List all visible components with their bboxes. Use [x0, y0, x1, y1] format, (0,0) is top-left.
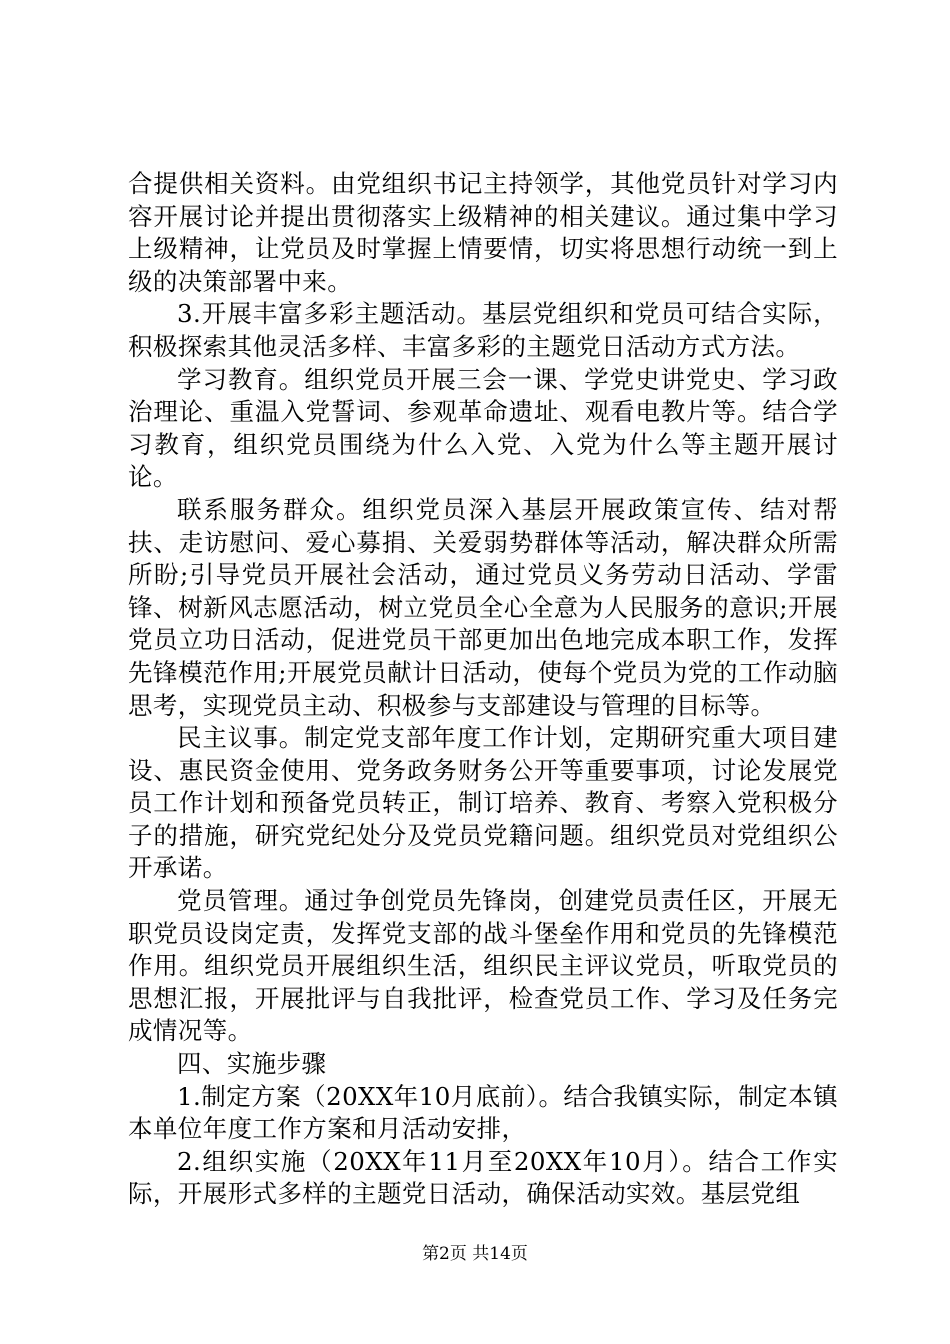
section-heading-implementation: 四、实施步骤 [177, 1049, 327, 1079]
paragraph-6: 党员管理。通过争创党员先锋岗，创建党员责任区，开展无职党员设岗定责，发挥党支部的战斗堡垒作用和党员的先锋模范作用。组织党员开展组织生活，组织民主评议党员，听取党员的思想汇报，开展批评与自我批评，检查党员工作、学习及任务完成情况等。 [128, 886, 838, 1046]
paragraph-step-1: 1.制定方案（20XX年10月底前）。结合我镇实际，制定本镇本单位年度工作方案和月活动安排， [128, 1081, 838, 1144]
paragraph-step-2: 2.组织实施（20XX年11月至20XX年10月）。结合工作实际，开展形式多样的主题党日活动，确保活动实效。基层党组 [128, 1146, 838, 1209]
document-body [128, 168, 838, 1211]
paragraph-4: 联系服务群众。组织党员深入基层开展政策宣传、结对帮扶、走访慰问、爱心募捐、关爱弱势群体等活动，解决群众所需所盼;引导党员开展社会活动，通过党员义务劳动日活动、学雷锋、树新风志愿活动，树立党员全心全意为人民服务的意识;开展党员立功日活动，促进党员干部更加出色地完成本职工作，发挥先锋模范作用;开展党员献计日活动，使每个党员为党的工作动脑思考，实现党员主动、积极参与支部建设与管理的目标等。 [128, 494, 838, 720]
paragraph-3: 学习教育。组织党员开展三会一课、学党史讲党史、学习政治理论、重温入党誓词、参观革命遗址、观看电教片等。结合学习教育，组织党员围绕为什么入党、入党为什么等主题开展讨论。 [128, 364, 838, 492]
paragraph-5: 民主议事。制定党支部年度工作计划，定期研究重大项目建设、惠民资金使用、党务政务财务公开等重要事项，讨论发展党员工作计划和预备党员转正，制订培养、教育、考察入党积极分子的措施，研究党纪处分及党员党籍问题。组织党员对党组织公开承诺。 [128, 723, 838, 883]
paragraph-2: 3.开展丰富多彩主题活动。基层党组织和党员可结合实际，积极探索其他灵活多样、丰富多彩的主题党日活动方式方法。 [128, 299, 838, 361]
paragraph-1: 合提供相关资料。由党组织书记主持领学，其他党员针对学习内容开展讨论并提出贯彻落实上级精神的相关建议。通过集中学习上级精神，让党员及时掌握上情要情，切实将思想行动统一到上级的决策部署中来。 [128, 169, 838, 296]
page-number-footer: 第2页 共14页 [422, 1244, 528, 1264]
